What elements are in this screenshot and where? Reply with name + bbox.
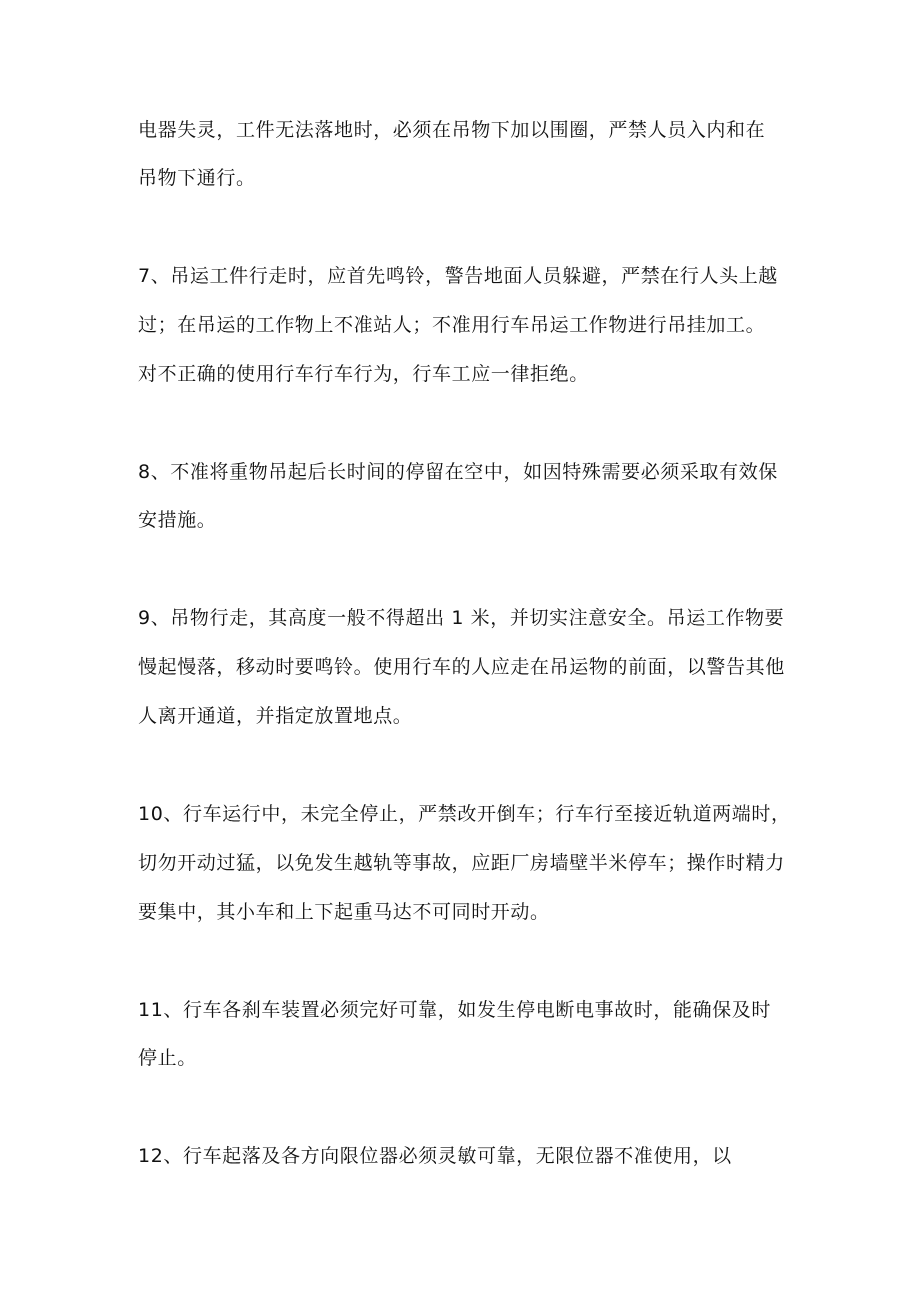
text-line: 12、行车起落及各方向限位器必须灵敏可靠，无限位器不准使用，以 [138, 1145, 732, 1167]
text-line: 停止。 [138, 1047, 197, 1069]
text-line: 要集中，其小车和上下起重马达不可同时开动。 [138, 901, 550, 923]
text-line: 安措施。 [138, 509, 217, 531]
text-line: 人离开通道，并指定放置地点。 [138, 705, 413, 727]
text-line: 11、行车各刹车装置必须完好可靠，如发生停电断电事故时，能确保及时 [138, 999, 771, 1021]
text-line: 10、行车运行中，未完全停止，严禁改开倒车；行车行至接近轨道两端时， [138, 803, 791, 825]
text-line: 电器失灵，工件无法落地时，必须在吊物下加以围圈，严禁人员入内和在 [138, 119, 766, 141]
text-line: 过；在吊运的工作物上不准站人；不准用行车吊运工作物进行吊挂加工。 [138, 314, 766, 336]
text-line: 吊物下通行。 [138, 167, 256, 189]
text-line: 对不正确的使用行车行车行为，行车工应一律拒绝。 [138, 363, 589, 385]
text-line: 慢起慢落，移动时要鸣铃。使用行车的人应走在吊运物的前面，以警告其他 [138, 656, 785, 678]
text-line: 7、吊运工件行走时，应首先鸣铃，警告地面人员躲避，严禁在行人头上越 [138, 265, 778, 287]
text-line: 9、吊物行走，其高度一般不得超出 1 米，并切实注意安全。吊运工作物要 [138, 607, 785, 629]
text-line: 切勿开动过猛，以免发生越轨等事故，应距厂房墙壁半米停车；操作时精力 [138, 852, 785, 874]
text-line: 8、不准将重物吊起后长时间的停留在空中，如因特殊需要必须采取有效保 [138, 461, 778, 483]
